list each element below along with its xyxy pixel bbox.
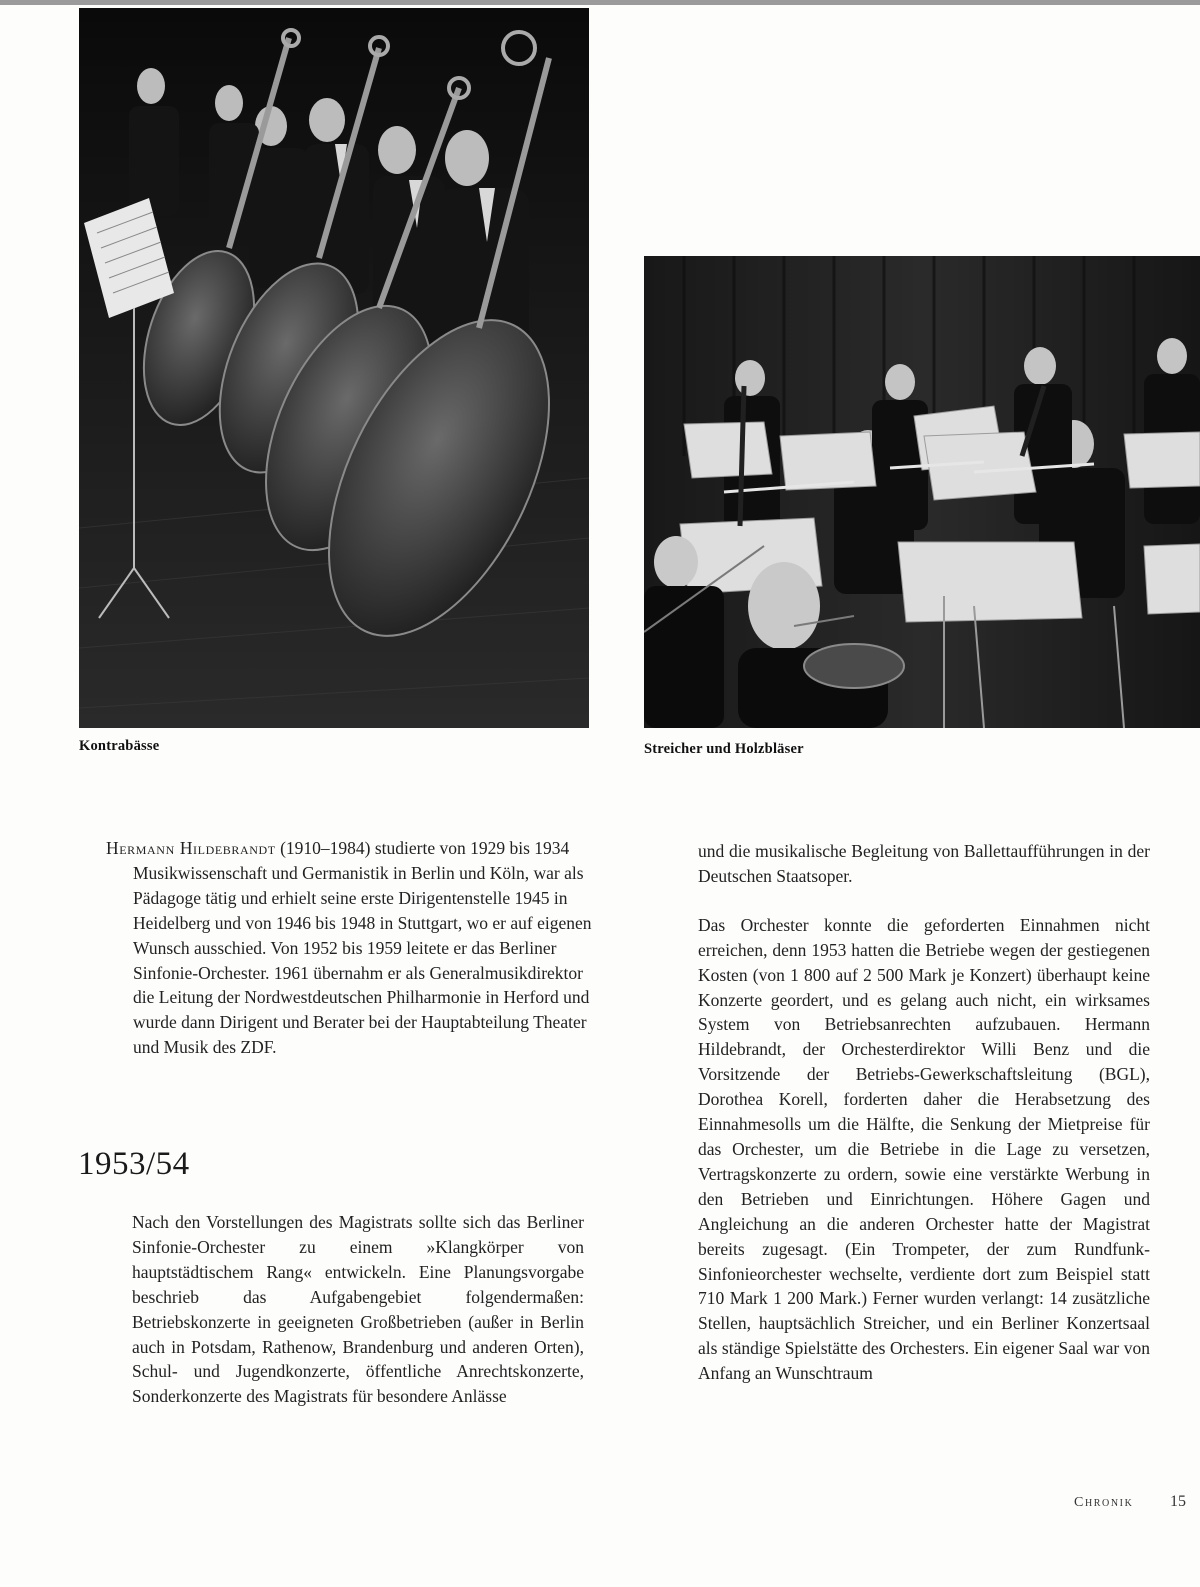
photo-streicher-holzblaeser: [644, 256, 1200, 728]
caption-streicher-holzblaeser: Streicher und Holzbläser: [644, 741, 804, 757]
biography-name: Hermann Hildebrandt: [106, 838, 276, 858]
section-heading-1953-54: 1953/54: [78, 1146, 190, 1182]
left-body-text: Nach den Vorstellungen des Magistrats sollte sich das Berliner Sinfonie-Orchester zu einem »Klangkörper von hauptstädtischem Rang« entwickeln. Eine Planungsvorgabe beschrieb das Aufgabengebiet folgendermaßen: Betriebskonzerte in geeigneten Großbetrieben (außer in Berlin auch in Potsdam, Rathenow, Brandenburg und anderen Orten), Schul- und Jugendkonzerte, öffentliche Anrechtskonzerte, Sonderkonzerte des Magistrats für besondere Anlässe: [132, 1212, 584, 1407]
top-edge-rule: [0, 0, 1200, 5]
double-basses-illustration: [79, 8, 589, 728]
caption-kontrabaesse: Kontrabässe: [79, 738, 160, 754]
left-body-paragraph: [132, 1210, 584, 1409]
right-paragraph-1: und die musikalische Begleitung von Ballettaufführungen in der Deutschen Staatsoper.: [698, 841, 1150, 886]
page-number: 15: [1170, 1493, 1186, 1510]
right-column: [698, 839, 1150, 1386]
right-paragraph-2: Das Orchester konnte die geforderten Einnahmen nicht erreichen, denn 1953 hatten die Betriebe wegen der gestiegenen Kosten (von 1 800 auf 2 500 Mark je Konzert) überhaupt keine Konzerte geordert, und es gelang auch nicht, ein wirksames System von Betriebsanrechten aufzubauen. Hermann Hildebrandt, der Orchesterdirektor Willi Benz und die Vorsitzende der Betriebs-Gewerkschaftsleitung (BGL), Dorothea Korell, forderten daher die Herabsetzung des Einnahmesolls um die Hälfte, die Senkung der Mietpreise für das Orchester, um die Betriebe in die Lage zu versetzen, Vertragskonzerte zu ordern, sowie eine verstärkte Werbung in den Betrieben und Einrichtungen. Höhere Gagen und Angleichung an die anderen Orchester hatte der Magistrat bereits zugesagt. (Ein Trompeter, der zum Rundfunk-Sinfonieorchester wechselte, verdiente dort zum Beispiel statt 710 Mark 1 200 Mark.) Ferner wurden verlangt: 14 zusätzliche Stellen, hauptsächlich Streicher, und ein Berliner Konzertsaal als ständige Spielstätte des Orchesters. Ein eigener Saal war von Anfang an Wunschtraum: [698, 914, 1150, 1384]
orchestra-illustration: [644, 256, 1200, 728]
biography-paragraph: [106, 836, 603, 1060]
biography-text: (1910–1984) studierte von 1929 bis 1934 Musikwissenschaft und Germanistik in Berlin und Köln, war als Pädagoge tätig und erhielt seine erste Dirigentenstelle 1945 in Heidelberg und von 1946 bis 1948 in Stuttgart, wo er auf eigenen Wunsch ausschied. Von 1952 bis 1959 leitete er das Berliner Sinfonie-Orchester. 1961 übernahm er als Generalmusikdirektor die Leitung der Nordwestdeutschen Philharmonie in Herford und wurde dann Dirigent und Berater bei der Hauptabteilung Theater und Musik des ZDF.: [133, 838, 592, 1058]
photo-kontrabaesse: [79, 8, 589, 728]
running-footer-label: Chronik: [1074, 1495, 1134, 1510]
